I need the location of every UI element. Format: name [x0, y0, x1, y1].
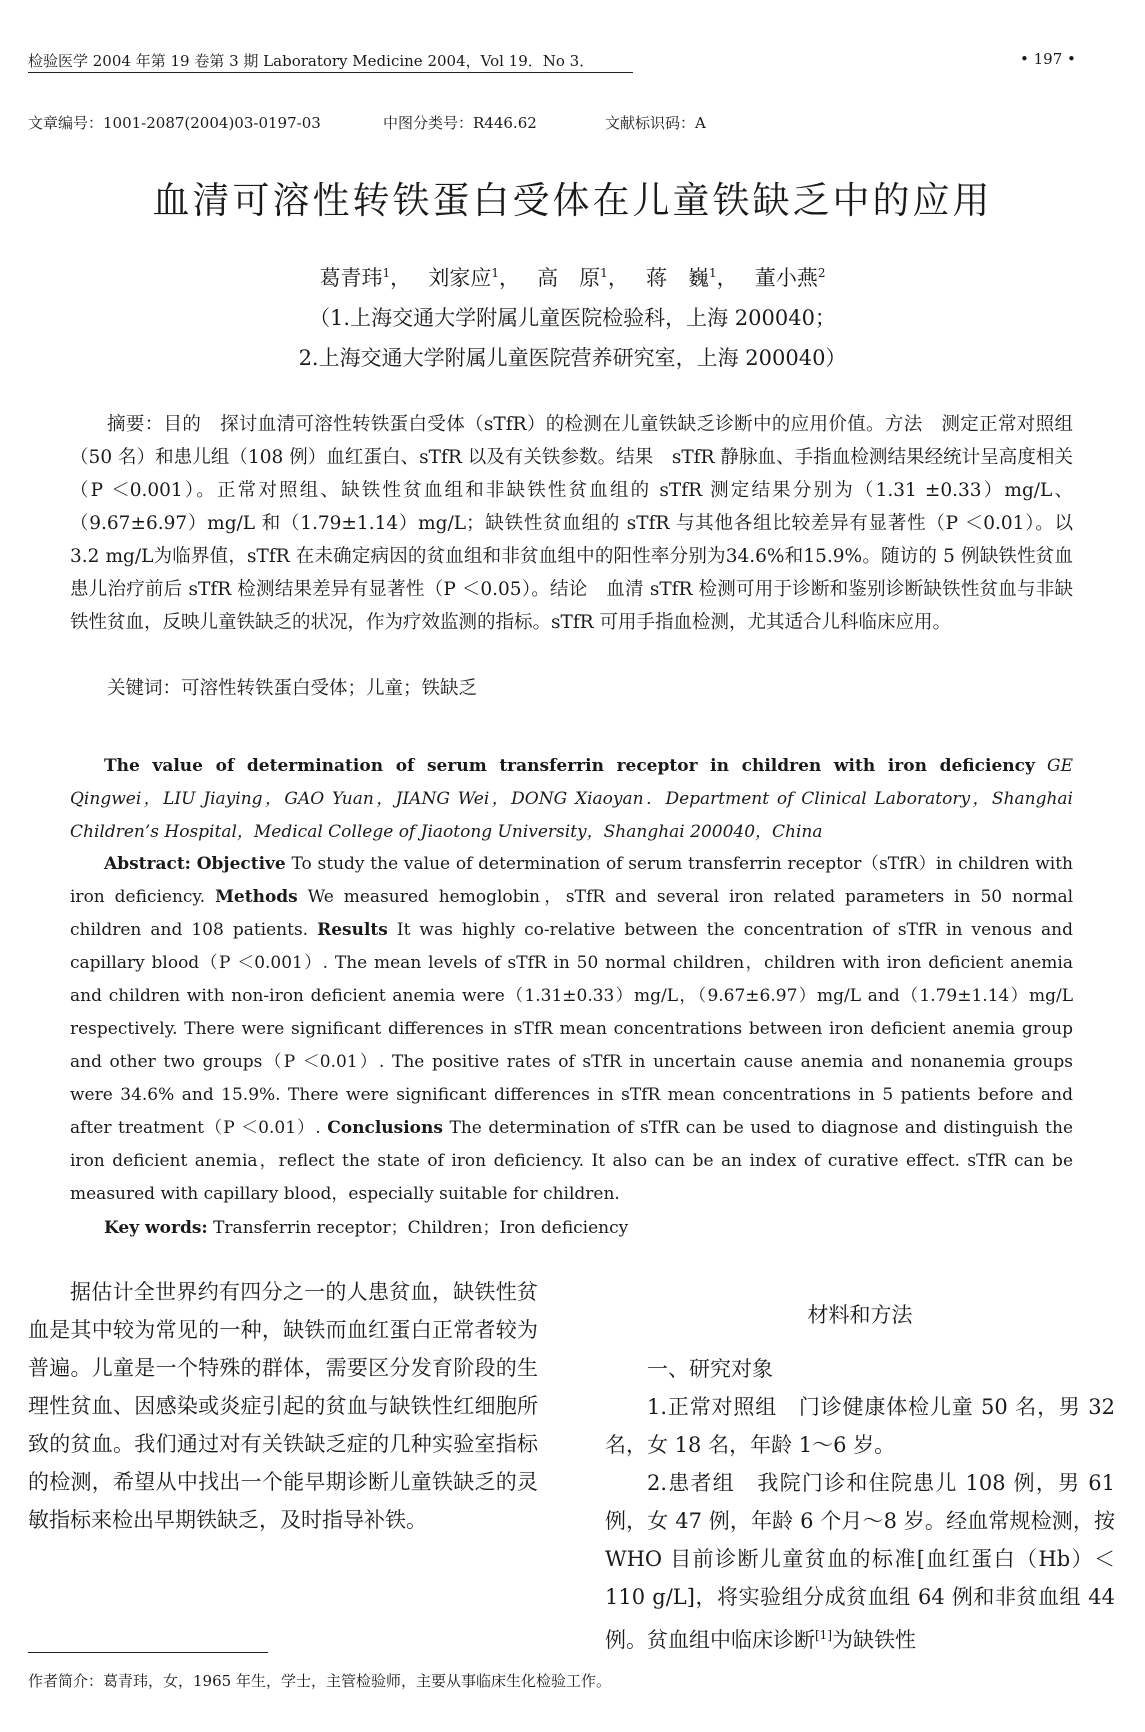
methods-text: We measured hemoglobin，sTfR and several iron related parameters in 50 normal children and 108 patients.: [70, 887, 1074, 940]
paper-title: 血清可溶性转铁蛋白受体在儿童铁缺乏中的应用: [152, 179, 993, 222]
objective-text: To study the value of determination of serum transferrin receptor（sTfR）in children with iron deficiency.: [70, 854, 1073, 907]
article-number: 文章编号：1001-2087(2004)03-0197-03: [28, 114, 321, 132]
results-text: It was highly co-relative between the concentration of sTfR in venous and capillary blood（P ＜0.001）. The mean levels of sTfR in 50 normal children，children with iron deficient anemia and children with non-iron deficient anemia were（1.31±0.33）mg/L，（9.67±6.97）mg/L and（1.79±1.14）mg/L respectively. There were significant differences in sTfR mean concentrations between iron deficient anemia group and other two groups（P ＜0.01）. The positive rates of sTfR in uncertain cause anemia and nonanemia groups were 34.6% and 15.9%. There were significant differences in sTfR mean concentrations in 5 patients before and after treatment（P ＜0.01）.: [70, 920, 1073, 1138]
results-label: Results: [317, 920, 388, 940]
citation-ref: [1]: [815, 1628, 832, 1642]
page-number: • 197 •: [1020, 50, 1076, 68]
header-rule: [28, 72, 633, 73]
intro-paragraph: 据估计全世界约有四分之一的人患贫血，缺铁性贫血是其中较为常见的一种，缺铁而血红蛋白正常者较为普遍。儿童是一个特殊的群体，需要区分发育阶段的生理性贫血、因感染或炎症引起的贫血与缺铁性红细胞所致的贫血。我们通过对有关铁缺乏症的几种实验室指标的检测，希望从中找出一个能早期诊断儿童铁缺乏的灵敏指标来检出早期铁缺乏，及时指导补铁。: [28, 1280, 538, 1532]
author-name: 蒋 巍: [646, 266, 709, 290]
objective-label: Objective: [196, 854, 286, 874]
english-title: The value of determination of serum transferrin receptor in children with iron deficiency: [104, 756, 1035, 776]
subsection-heading: 一、研究对象: [647, 1357, 773, 1381]
methods-label: Methods: [215, 887, 298, 907]
conclusions-label: Conclusions: [327, 1118, 443, 1138]
author-affiliation-mark: 1: [382, 266, 391, 280]
clc-number: 中图分类号：R446.62: [383, 114, 537, 132]
document-code: 文献标识码：A: [605, 114, 706, 132]
patient-group-text-end: 为缺铁性: [832, 1628, 916, 1652]
english-abstract: [70, 848, 1073, 1211]
keywords-label: Key words:: [104, 1218, 208, 1238]
chinese-keywords: 关键词：可溶性转铁蛋白受体；儿童；铁缺乏: [107, 678, 478, 699]
author-affiliation-mark: 1: [709, 266, 717, 280]
author-name: 葛青玮: [319, 266, 383, 290]
author-affiliation-mark: 1: [491, 266, 499, 280]
author-list: 葛青玮$^1$， 刘家应$^1$， 高 原$^1$， 蒋 巍$^1$， 董小燕$^2$: [319, 266, 826, 290]
author-name: 高 原: [537, 266, 601, 290]
affiliation-1: （1.上海交通大学附属儿童医院检验科，上海 200040；: [309, 306, 836, 330]
abstract-label: Abstract:: [104, 854, 191, 874]
english-title-and-authors: [70, 750, 1073, 849]
author-name: 董小燕: [754, 266, 818, 290]
author-affiliation-mark: 2: [817, 266, 826, 280]
patient-group-text: 2.患者组 我院门诊和住院患儿 108 例，男 61 例，女 47 例，年龄 6 个月～8 岁。经血常规检测，按 WHO 目前诊断儿童贫血的标准[血红蛋白（Hb）＜110 g/L]，将实验组分成贫血组 64 例和非贫血组 44 例。贫血组中临床诊断: [605, 1471, 1115, 1652]
conclusions-text: The determination of sTfR can be used to diagnose and distinguish the iron deficient anemia，reflect the state of iron deficiency. It also can be an index of curative effect. sTfR can be measured with capillary blood，especially suitable for children.: [70, 1118, 1074, 1204]
chinese-abstract: 摘要：目的 探讨血清可溶性转铁蛋白受体（sTfR）的检测在儿童铁缺乏诊断中的应用价值。方法 测定正常对照组（50 名）和患儿组（108 例）血红蛋白、sTfR 以及有关铁参数。结果 sTfR 静脉血、手指血检测结果经统计呈高度相关（P ＜0.001）。正常对照组、缺铁性贫血组和非缺铁性贫血组的 sTfR 测定结果分别为（1.31 ±0.33）mg/L、（9.67±6.97）mg/L 和（1.79±1.14）mg/L；缺铁性贫血组的 sTfR 与其他各组比较差异有显著性（P ＜0.01）。以3.2 mg/L为临界值，sTfR 在未确定病因的贫血组和非贫血组中的阳性率分别为34.6%和15.9%。随访的 5 例缺铁性贫血患儿治疗前后 sTfR 检测结果差异有显著性（P ＜0.05）。结论 血清 sTfR 检测可用于诊断和鉴别诊断缺铁性贫血与非缺铁性贫血，反映儿童铁缺乏的状况，作为疗效监测的指标。sTfR 可用手指血检测，尤其适合儿科临床应用。: [70, 414, 1073, 633]
running-header: 检验医学 2004 年第 19 卷第 3 期 Laboratory Medicine 2004，Vol 19．No 3．: [28, 52, 595, 70]
author-affiliation-mark: 1: [600, 266, 608, 280]
patient-group: [605, 1464, 1115, 1659]
normal-control-group: 1.正常对照组 门诊健康体检儿童 50 名，男 32 名，女 18 名，年龄 1～6 岁。: [605, 1395, 1115, 1457]
affiliation-2: 2.上海交通大学附属儿童医院营养研究室，上海 200040）: [298, 346, 847, 370]
footnote-rule: [28, 1652, 268, 1653]
author-footnote: 作者简介：葛青玮，女，1965 年生，学士，主管检验师，主要从事临床生化检验工作。: [28, 1672, 611, 1690]
keywords-text: Transferrin receptor；Children；Iron deficiency: [213, 1218, 629, 1238]
english-keywords: [70, 1212, 1073, 1245]
english-authors-affiliation: GE Qingwei，LIU Jiaying，GAO Yuan，JIANG Wei，DONG Xiaoyan．Department of Clinical Laboratory，Shanghai Children’s Hospital，Medical College of Jiaotong University，Shanghai 200040，China: [70, 756, 1073, 842]
section-heading: 材料和方法: [807, 1303, 913, 1327]
author-name: 刘家应: [428, 266, 492, 290]
